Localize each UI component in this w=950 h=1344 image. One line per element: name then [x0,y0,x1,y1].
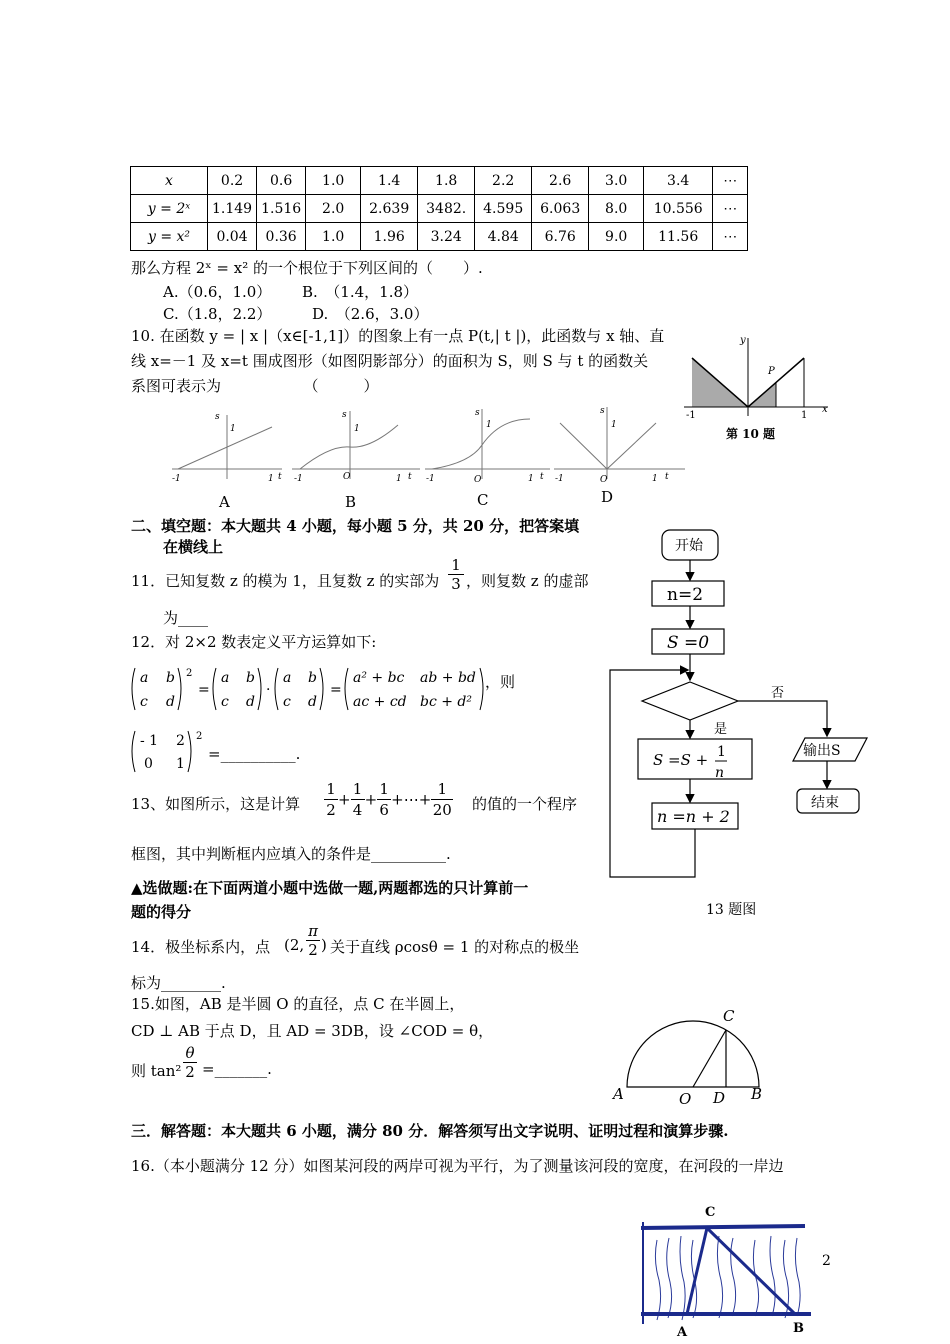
table-cell: ⋯ [713,223,748,251]
label-c: C [723,1007,735,1025]
q13-sum [324,779,453,820]
graph-d-s: s [600,406,605,416]
q13-line2: 框图，其中判断框内应填入的条件是__________. [131,845,451,863]
q14-line2: 标为________. [131,974,226,992]
q15-line1: 15.如图，AB 是半圆 O 的直径，点 C 在半圆上， [131,995,465,1013]
q16-line1: 16.（本小题满分 12 分）如图某河段的两岸可视为平行，为了测量该河段的宽度，在河段的一岸边 [131,1157,784,1175]
m-d: d [308,694,317,710]
value-table [130,166,748,251]
table-cell: 1.0 [306,167,361,195]
label-d: D [713,1089,726,1107]
river-wave [731,1238,736,1316]
num: 1 [379,780,389,798]
point-p-label: P [768,366,775,377]
label-a: A [613,1085,624,1103]
den: 4 [351,799,365,820]
m-b: b [246,670,255,686]
end-label: 结束 [811,795,839,811]
graph-c-origin: O [474,475,482,485]
section2-line1: 二、填空题：本大题共 4 小题，每小题 5 分，共 20 分，把答案填 [131,517,580,535]
graph-a-tick: 1 [230,424,236,434]
paren [275,668,278,710]
q12-formula [128,664,528,716]
paren [320,668,323,710]
q15-fraction [183,1044,197,1081]
table-cell: 2.2 [475,167,532,195]
graph-c-curve [432,419,530,469]
q15-before3: 则 tan² [131,1062,182,1080]
graph-b [292,410,420,484]
paren [132,668,135,710]
page-number: 2 [822,1253,831,1269]
m-b: b [308,670,317,686]
fraction [324,779,338,820]
option-label-b: B [345,493,357,511]
table-cell: y = x² [131,223,208,251]
q14-fraction [306,922,320,959]
q9-stem: 那么方程 2ˣ = x² 的一个根位于下列区间的（ ）. [131,259,483,277]
paren [258,668,261,710]
graph-a-t: t [278,472,282,482]
option-label-a: A [219,493,230,511]
sum-dots: +⋯+ [391,790,432,809]
x-label: x [822,404,828,415]
table-cell: 0.6 [257,167,306,195]
q-b: 2 [176,733,185,749]
m-a: a [221,670,230,686]
river-wave [667,1238,672,1318]
plus: + [338,790,351,809]
table-cell: 1.8 [418,167,475,195]
paren [188,731,191,772]
frac-den: 3 [448,574,464,593]
table-cell: 9.0 [589,223,644,251]
tick-neg1: -1 [686,410,696,421]
frac-num: 1 [451,556,461,574]
r11: a² + bc [353,670,405,686]
eq: = [198,682,210,698]
q14-point-left: (2, [284,936,305,954]
table-cell: 3.0 [589,167,644,195]
q12-blank: =__________. [208,745,301,763]
table-row [131,195,748,223]
table-cell: 0.36 [257,223,306,251]
q9-option-b: B. （1.4，1.8） [302,283,419,301]
frac-num: π [308,922,318,940]
m-d: d [166,694,175,710]
graph-c-neg1: -1 [426,474,435,484]
q11-line2: 为____ [163,609,209,627]
q13-before: 13、如图所示，这是计算 [131,795,301,813]
table-cell: x [131,167,208,195]
graph-a-curve [178,427,272,469]
q10-line1: 10. 在函数 y = | x |（x∈[-1,1]）的图象上有一点 P(t,| t |)，此函数与 x 轴、直 [131,327,665,345]
q12-line1: 12．对 2×2 数表定义平方运算如下: [131,633,377,651]
init-s-label: S =0 [667,633,710,653]
q14-point-right: ) [321,936,327,954]
num: 1 [437,780,448,798]
frac-num: θ [185,1044,195,1062]
q9-option-a: A.（0.6，1.0） [163,283,272,301]
table-cell: 3.24 [418,223,475,251]
fraction [431,779,453,820]
select-line2: 题的得分 [131,903,192,921]
output-label: 输出S [803,743,841,759]
square: 2 [196,731,203,742]
graph-d-t: t [665,472,669,482]
section3-line1: 三．解答题：本大题共 6 小题，满分 80 分．解答须写出文字说明、证明过程和演算步骤. [131,1122,729,1140]
fraction [351,779,365,820]
label-o: O [679,1090,692,1108]
graph-d-origin: O [600,475,608,485]
q14-before: 14．极坐标系内，点 [131,938,271,956]
graph-d [554,406,685,485]
r21: ac + cd [353,694,407,710]
arrow-no [738,701,827,735]
q9-option-c: C.（1.8，2.2） [163,305,272,323]
graph-c [425,408,550,485]
table-cell: 3482. [418,195,475,223]
den: 20 [432,801,452,819]
fraction [377,779,391,820]
table-cell: 6.063 [532,195,589,223]
graph-d-curve [560,423,656,469]
table-cell: 6.76 [532,223,589,251]
paren [132,731,135,772]
num: 1 [352,780,363,798]
graph-c-s: s [475,408,480,418]
label-c: C [705,1205,716,1220]
start-label: 开始 [675,538,703,554]
table-row [131,167,748,195]
paren [480,668,483,710]
graph-b-neg1: -1 [294,474,303,484]
section2-line2: 在横线上 [163,538,224,556]
graph-b-tick: 1 [354,424,360,434]
tick-1: 1 [801,410,808,421]
m-a: a [140,670,149,686]
table-cell: 2.0 [306,195,361,223]
river-wave [717,1236,722,1318]
paren [345,668,348,710]
frac-den: 2 [306,940,320,959]
q13-after: 的值的一个程序 [472,795,578,813]
table-cell: 3.4 [644,167,713,195]
label-b: B [751,1085,763,1103]
m-b: b [166,670,175,686]
y-label: y [740,335,746,346]
graph-b-curve [300,425,398,469]
m-c: c [283,694,291,710]
table-row [131,223,748,251]
q15-after3: =_______. [202,1060,272,1078]
river-wave [795,1238,800,1316]
table-cell: ⋯ [713,167,748,195]
q15-line2: CD ⊥ AB 于点 D，且 AD = 3DB，设 ∠COD = θ， [131,1022,494,1040]
q-a: - 1 [140,733,159,749]
update-s-den: n [715,765,725,781]
graph-a-s: s [215,412,220,422]
table-cell: 11.56 [644,223,713,251]
yes-label: 是 [714,722,728,737]
no-label: 否 [771,686,785,701]
label-b: B [793,1321,804,1336]
option-label-c: C [477,491,489,509]
option-label-d: D [601,488,614,506]
q-c: 0 [144,756,153,772]
init-n-label: n=2 [667,585,704,605]
table-cell: 1.0 [306,223,361,251]
river-wave [655,1240,660,1320]
line-ca [687,1228,707,1314]
update-s-label: S =S + [653,751,709,769]
update-s-num: 1 [717,744,726,760]
graph-b-t: t [408,472,412,482]
table-cell: 1.4 [361,167,418,195]
graph-b-origin: O [343,472,351,482]
table-cell: y = 2ˣ [131,195,208,223]
eq: = [330,682,342,698]
q10-line2: 线 x=－1 及 x=t 围成图形（如图阴影部分）的面积为 S，则 S 与 t 的函数关 [131,352,649,370]
q11-after: ，则复数 z 的虚部 [466,572,589,590]
den: 2 [324,799,338,820]
graph-c-t: t [540,472,544,482]
q12-then: ，则 [485,673,516,691]
paren [178,668,181,710]
frac-den: 2 [183,1062,197,1081]
dot: · [266,682,271,698]
table-cell: 2.6 [532,167,589,195]
m-c: c [140,694,148,710]
q10-line3: 系图可表示为 （ ） [131,377,379,395]
m-d: d [246,694,255,710]
graph-a [172,412,282,484]
table-cell: 0.04 [208,223,257,251]
table-cell: 8.0 [589,195,644,223]
num: 1 [326,780,336,798]
river-wave [680,1236,685,1320]
segment-oc [693,1030,726,1087]
den: 6 [377,799,391,820]
paren [213,668,216,710]
graph-c-one: 1 [528,474,534,484]
table-cell: 4.595 [475,195,532,223]
condition-diamond [642,682,738,720]
table-cell: 10.556 [644,195,713,223]
graph-a-neg1: -1 [172,474,181,484]
square: 2 [186,668,193,679]
table-cell: 4.84 [475,223,532,251]
graph-b-s: s [342,410,347,420]
table-cell: ⋯ [713,195,748,223]
q11-fraction [448,556,464,593]
q12-question-matrix [128,728,208,776]
line-cb [707,1228,795,1314]
q-d: 1 [176,756,185,772]
q10-caption: 第 10 题 [726,427,776,441]
r12: ab + bd [420,670,476,686]
table-cell: 2.639 [361,195,418,223]
q11-before: 11．已知复数 z 的模为 1，且复数 z 的实部为 [131,572,440,590]
river-figure [635,1200,815,1340]
semicircle [627,1021,759,1087]
label-a: A [677,1325,688,1340]
select-line1: ▲选做题:在下面两道小题中选做一题,两题都选的只计算前一 [131,879,529,897]
table-cell: 0.2 [208,167,257,195]
graph-d-neg1: -1 [555,474,564,484]
q9-option-d: D. （2.6，3.0） [312,305,429,323]
flowchart-caption: 13 题图 [706,902,757,918]
graph-d-tick: 1 [611,420,617,430]
semicircle-figure [605,1003,785,1108]
m-a: a [283,670,292,686]
graph-c-tick: 1 [486,420,492,430]
update-n-label: n =n + 2 [657,807,730,826]
plus: + [364,790,378,809]
loop-back-arrow [610,670,695,877]
table-cell: 1.149 [208,195,257,223]
q10-figure [680,330,840,445]
river-bank-top [641,1226,805,1228]
graph-d-one: 1 [652,474,658,484]
m-c: c [221,694,229,710]
q10-options [170,405,690,490]
table-cell: 1.96 [361,223,418,251]
graph-b-one: 1 [396,474,402,484]
river-wave [770,1236,775,1316]
r22: bc + d² [420,694,473,710]
table-cell: 1.516 [257,195,306,223]
flowchart [605,525,875,925]
q14-after: 关于直线 ρcosθ = 1 的对称点的极坐 [330,938,580,956]
graph-a-one: 1 [268,474,274,484]
